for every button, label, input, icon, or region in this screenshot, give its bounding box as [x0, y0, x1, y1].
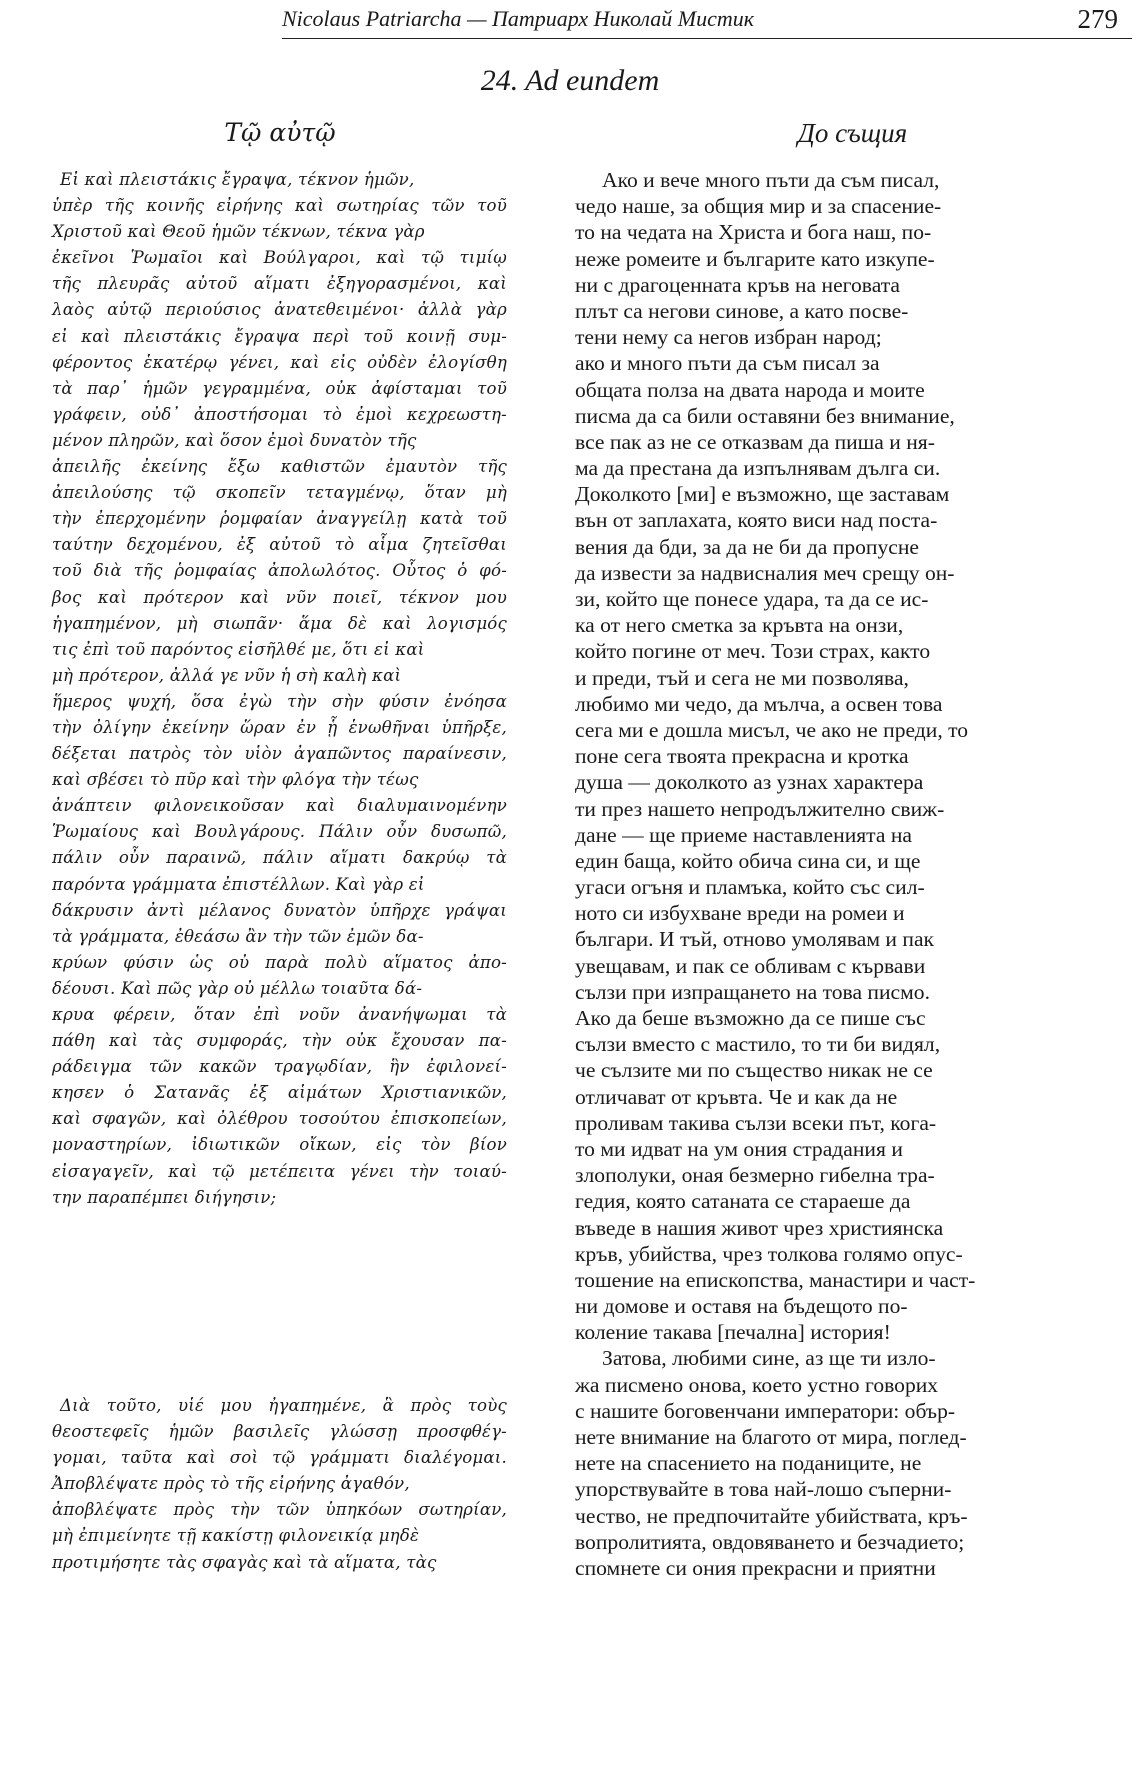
text-line: ἥμερος ψυχή, ὅσα ἐγὼ τὴν σὴν φύσιν ἐνόησα [52, 691, 507, 711]
text-line: λαὸς αὐτῷ περιούσιος ἀνατεθειμένοι· ἀλλὰ γὰρ [52, 300, 507, 320]
text-line: въведе в нашия живот чрез християнска [575, 1215, 944, 1240]
running-title: Nicolaus Patriarcha — Патриарх Николай Мистик [282, 6, 755, 31]
greek-heading: Τῷ αὐτῷ [224, 118, 336, 147]
text-line: Εἰ καὶ πλειστάκις ἔγραψα, τέκνον ἡμῶν, [60, 170, 415, 189]
text-line: ταύτην δεχομένου, ἐξ αὐτοῦ τὸ αἷμα ζητεῖσθαι [52, 535, 507, 555]
text-line: μὴ ἐπιμείνητε τῇ κακίστῃ φιλονεικίᾳ μηδὲ [52, 1526, 420, 1546]
text-line: πάθη καὶ τὰς συμφοράς, τὴν οὐκ ἔχουσαν πα- [52, 1031, 507, 1051]
text-line: κρύων φύσιν ὡς οὐ παρὰ πολὺ αἵματος ἀπο- [52, 952, 507, 972]
text-line: то ми идват на ум ония страдания и [575, 1136, 903, 1161]
text-line: все пак аз не се отказвам да пиша и ня- [575, 429, 935, 454]
text-line: μοναστηρίων, ἰδιωτικῶν οἴκων, εἰς τὸν βίον [52, 1135, 507, 1155]
text-line: τὴν ὀλίγην ἐκείνην ὥραν ἐν ᾗ ἑνωθῆναι ὑπῆρξε, [52, 717, 507, 737]
text-line: τοῦ διὰ τῆς ῥομφαίας ἀπολωλότος. Οὗτος ὁ φό- [52, 561, 507, 581]
text-line: увещавам, и пак се обливам с кървави [575, 953, 926, 978]
text-line: Διὰ τοῦτο, υἱέ μου ἠγαπημένε, ἃ πρὸς τοὺς [60, 1396, 507, 1415]
text-line: ἀποβλέψατε πρὸς τὴν τῶν ὑπηκόων σωτηρίαν, [52, 1500, 507, 1520]
text-line: πάλιν οὖν παραινῶ, πάλιν αἵματι δακρύῳ τὰ [52, 848, 507, 868]
text-line: жа писмено онова, което устно говорих [575, 1372, 939, 1397]
text-line: μὴ πρότερον, ἀλλά γε νῦν ἡ σὴ καλὴ καὶ [52, 665, 402, 685]
text-line: ни с драгоценната кръв на неговата [575, 272, 901, 297]
text-line: φέροντος ἑκατέρῳ γένει, καὶ εἰς οὐδὲν ἐλογίσθη [52, 352, 507, 372]
text-line: ни домове и оставя на бъдещото по- [575, 1294, 908, 1319]
text-line: εἰ καὶ πλειστάκις ἔγραψα περὶ τοῦ κοινῇ συμ- [52, 326, 507, 346]
text-line: ка от него сметка за кръвта на онзи, [575, 613, 904, 638]
text-line: вения да бди, за да не би да пропусне [575, 534, 920, 559]
greek-text-main [52, 167, 512, 1211]
text-line: че сълзите ми по същество никак не се [575, 1058, 933, 1083]
text-line: κησεν ὁ Σατανᾶς ἐξ αἱμάτων Χριστιανικῶν, [52, 1083, 507, 1103]
text-line: τὰ γράμματα, ἐθεάσω ἂν τὴν τῶν ἐμῶν δα- [52, 926, 424, 946]
bulgarian-heading: До същия [797, 118, 908, 148]
text-line: един баща, който обича сина си, и ще [575, 848, 921, 873]
text-line: καὶ σφαγῶν, καὶ ὀλέθρου τοσούτου ἐπισκοπείων, [52, 1109, 507, 1129]
text-line: μένον πληρῶν, καὶ ὅσον ἐμοὶ δυνατὸν τῆς [52, 430, 417, 450]
text-line: поне сега твоята прекрасна и кротка [575, 744, 909, 769]
text-line: δέουσι. Καὶ πῶς γὰρ οὐ μέλλω τοιαῦτα δά- [52, 978, 423, 998]
text-line: упорствувайте в това най-лошо съперни- [575, 1477, 952, 1502]
text-line: Ῥωμαίους καὶ Βουλγάρους. Πάλιν οὖν δυσωπῶ, [52, 822, 507, 842]
text-line: ти през нашето непродължително свиж- [575, 796, 945, 821]
text-line: писма да са били оставяни без внимание, [575, 403, 955, 428]
text-line: чедо наше, за общия мир и за спасение- [575, 194, 942, 219]
text-line: който погине от меч. Този страх, както [575, 639, 931, 664]
text-line: ното си избухване вреди на ромеи и [575, 901, 905, 926]
text-line: чество, не предпочитайте убийствата, кръ- [575, 1503, 968, 1528]
page-number: 279 [1077, 4, 1118, 34]
text-line: отличават от кръвта. Че и как да не [575, 1084, 898, 1109]
text-line: душа — доколкото аз узнах характера [575, 770, 924, 795]
text-line: ἀπειλούσης τῷ σκοπεῖν τεταγμένῳ, ὅταν μὴ [52, 483, 507, 503]
text-line: παρόντα γράμματα ἐπιστέλλων. Καὶ γὰρ εἰ [52, 874, 425, 894]
text-line: προτιμήσητε τὰς σφαγὰς καὶ τὰ αἵματα, τὰς [52, 1552, 437, 1572]
text-line: τις ἐπὶ τοῦ παρόντος εἰσῆλθέ με, ὅτι εἰ καὶ [52, 639, 425, 659]
text-line: спомнете си ония прекрасни и приятни [575, 1555, 936, 1580]
text-line: θεοστεφεῖς ἡμῶν βασιλεῖς γλώσσῃ προσφθέγ- [52, 1422, 507, 1442]
text-line: сълзи вместо с мастило, то ти би видял, [575, 1032, 941, 1057]
text-line: γομαι, ταῦτα καὶ σοὶ τῷ γράμματι διαλέγομαι. [52, 1448, 507, 1468]
text-line: ράδειγμα τῶν κακῶν τραγῳδίαν, ἣν ἐφιλονεί- [52, 1057, 507, 1077]
bulgarian-translation [575, 167, 1130, 1581]
text-line: тени нему са негов избран народ; [575, 325, 882, 350]
text-line: τῆς πλευρᾶς αὐτοῦ αἵματι ἐξηγορασμένοι, καὶ [52, 274, 507, 294]
text-line: гедия, която сатаната се стараеше да [575, 1189, 911, 1214]
text-line: сълзи при изпращането на това писмо. [575, 979, 930, 1004]
text-line: ако и много пъти да съм писал за [575, 351, 880, 376]
text-line: δάκρυσιν ἀντὶ μέλανος δυνατὸν ὑπῆρχε γράψαι [52, 900, 507, 920]
text-line: ма да престана да изпълнявам дълга си. [575, 456, 941, 481]
letter-heading: 24. Ad eundem [480, 64, 660, 97]
text-line: Доколкото [ми] е възможно, ще заставам [575, 482, 950, 507]
text-line: сега ми е дошла мисъл, че ако не преди, то [575, 717, 969, 742]
text-line: то на чедата на Христа и бога наш, по- [575, 220, 932, 245]
text-line: плът са негови синове, а като посве- [575, 298, 909, 323]
text-line: проливам такива сълзи всеки път, кога- [575, 1110, 937, 1135]
text-line: неже ромеите и българите като изкупе- [575, 246, 935, 271]
text-line: δέξεται πατρὸς τὸν υἱὸν ἀγαπῶντος παραίνεσιν, [52, 744, 507, 764]
text-line: τὴν ἐπερχομένην ῥομφαίαν ἀναγγείλῃ κατὰ τοῦ [52, 509, 507, 529]
text-line: общата полза на двата народа и моите [575, 377, 925, 402]
text-line: Χριστοῦ καὶ Θεοῦ ἡμῶν τέκνων, τέκνα γὰρ [52, 222, 425, 242]
text-line: Затова, любими сине, аз ще ти изло- [602, 1346, 936, 1371]
text-line: с нашите боговенчани императори: обър- [575, 1398, 956, 1423]
text-line: ἠγαπημένον, μὴ σιωπᾶν· ἅμα δὲ καὶ λογισμός [52, 613, 507, 633]
text-line: εἰσαγαγεῖν, καὶ τῷ μετέπειτα γένει τὴν τοιαύ- [52, 1161, 507, 1181]
text-line: дане — ще приеме наставленията на [575, 822, 913, 847]
text-line: вопролитията, овдовяването и безчадието; [575, 1529, 965, 1554]
text-line: Ако да беше възможно да се пише със [575, 1006, 926, 1030]
running-header [282, 4, 1132, 40]
text-line: καὶ σβέσει τὸ πῦρ καὶ τὴν φλόγα τὴν τέως [52, 770, 419, 790]
text-line: злополуки, оная безмерно гибелна тра- [575, 1163, 935, 1188]
text-line: нете на спасението на поданиците, не [575, 1451, 922, 1476]
text-line: την παραπέμπει διήγησιν; [52, 1187, 277, 1207]
text-line: ὑπὲρ τῆς κοινῆς εἰρήνης καὶ σωτηρίας τῶν τοῦ [52, 196, 507, 216]
text-line: γράφειν, οὐδ᾽ ἀποστήσομαι τὸ ἐμοὶ κεχρεωστη- [52, 404, 507, 424]
text-line: зи, който ще понесе удара, та да се ис- [575, 587, 929, 611]
text-line: тошение на епископства, манастири и част- [575, 1267, 976, 1292]
text-line: кръв, убийства, чрез толкова голямо опус- [575, 1241, 963, 1266]
text-line: вън от заплахата, която виси над поста- [575, 508, 938, 533]
text-line: ἀπειλῆς ἐκείνης ἔξω καθιστῶν ἐμαυτὸν τῆς [52, 457, 507, 477]
text-line: угаси огъня и пламъка, който със сил- [575, 875, 925, 900]
text-line: κρυα φέρειν, ὅταν ἐπὶ νοῦν ἀνανήψωμαι τὰ [52, 1005, 507, 1024]
text-line: любимо ми чедо, да мълча, а освен това [575, 691, 943, 716]
text-line: нете внимание на благото от мира, поглед- [575, 1425, 967, 1449]
text-line: Ἀποβλέψατε πρὸς τὸ τῆς εἰρήνης ἀγαθόν, [52, 1474, 410, 1494]
text-line: да извести за надвисналия меч срещу он- [575, 560, 955, 585]
text-line: τὰ παρ᾽ ἡμῶν γεγραμμένα, οὐκ ἀφίσταμαι τοῦ [52, 378, 507, 398]
text-line: и преди, тъй и сега не ми позволява, [575, 665, 909, 690]
text-line: ἀνάπτειν φιλονεικοῦσαν καὶ διαλυμαινομένην [52, 796, 507, 816]
text-line: βος καὶ πρότερον καὶ νῦν ποιεῖ, τέκνον μου [52, 587, 507, 607]
header-rule [282, 38, 1132, 39]
greek-text-continuation [52, 1393, 512, 1576]
text-line: ἐκεῖνοι Ῥωμαῖοι καὶ Βούλγαροι, καὶ τῷ τιμίῳ [52, 248, 507, 268]
text-line: Ако и вече много пъти да съм писал, [602, 168, 940, 192]
text-line: българи. И тъй, отново умолявам и пак [575, 927, 935, 952]
text-line: коление такава [печална] история! [575, 1320, 891, 1345]
